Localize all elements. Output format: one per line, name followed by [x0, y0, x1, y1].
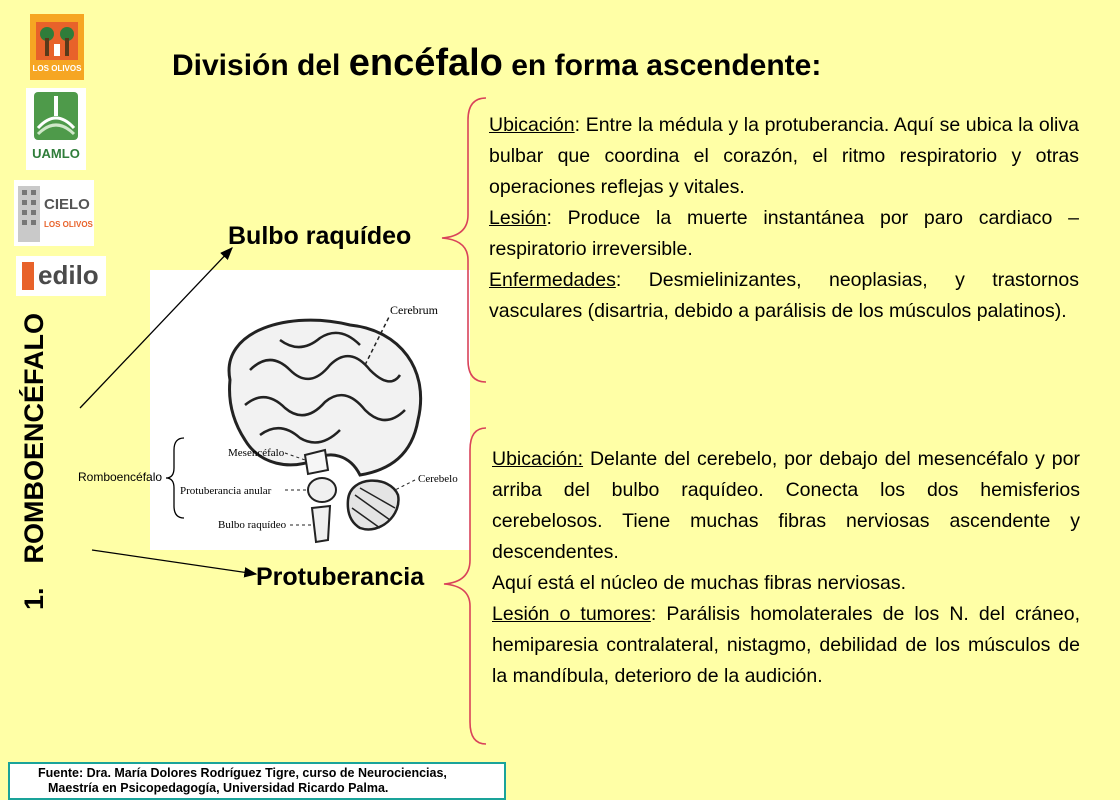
bulbo-enfermedades [489, 265, 1079, 327]
cerebelo-label: Cerebelo [418, 473, 458, 485]
protuberancia-ubicacion-text: Delante del cerebelo, por debajo del mesencéfalo y por arriba del bulbo raquídeo. Conecta los dos hemisferios cerebelosos. Tiene muchas fibras nerviosas ascendente y descendentes. [492, 448, 1080, 563]
cielo-sub-label: LOS OLIVOS [44, 220, 93, 229]
protuberancia-anular-label: Protuberancia anular [180, 485, 272, 497]
protuberancia-nucleo: Aquí está el núcleo de muchas fibras nerviosas. [492, 572, 907, 594]
bulbo-description [489, 110, 1079, 327]
protuberancia-description [492, 444, 1080, 692]
arrow-to-bulbo [80, 248, 232, 408]
uamlo-label: UAMLO [32, 146, 80, 161]
title-suffix: en forma ascendente: [511, 49, 822, 82]
bulbo-lesion [489, 203, 1079, 265]
protuberancia-brace [444, 428, 486, 744]
bulbo-lesion-label: Lesión [489, 207, 547, 229]
bulbo-label: Bulbo raquídeo [228, 222, 412, 250]
los-olivos-label: LOS OLIVOS [32, 64, 82, 73]
protuberancia-label: Protuberancia [256, 563, 425, 591]
arrow-to-protuberancia [92, 550, 256, 574]
mesencefalo-label: Mesencéfalo [228, 447, 285, 459]
footer-line-2: Maestría en Psicopedagogía, Universidad Ricardo Palma. [48, 781, 389, 795]
title-emphasis: encéfalo [348, 42, 503, 84]
protuberancia-ubicacion-label: Ubicación: [492, 448, 584, 470]
bulbo-ubicacion-label: Ubicación [489, 114, 575, 136]
bulbo-ubicacion [489, 110, 1079, 203]
protuberancia-lesion [492, 599, 1080, 692]
bulbo-ubicacion-text: : Entre la médula y la protuberancia. Aquí se ubica la oliva bulbar que coordina el corazón, el ritmo respiratorio y otras operaciones reflejas y vitales. [489, 114, 1079, 198]
source-footer [8, 762, 506, 800]
bulbo-enfermedades-text: : Desmielinizantes, neoplasias, y trastornos vasculares (disartria, debido a parálisis de los músculos palatinos). [489, 269, 1079, 322]
bulbo-enfermedades-label: Enfermedades [489, 269, 616, 291]
protuberancia-lesion-text: : Parálisis homolaterales de los N. del cráneo, hemiparesia contralateral, nistagmo, debilidad de los músculos de la mandíbula, deterioro de la audición. [492, 603, 1080, 687]
romboencefalo-tag: Romboencéfalo [78, 470, 163, 484]
title-prefix: División del [172, 49, 341, 82]
bulbo-brace [442, 98, 486, 382]
footer-line-1: Fuente: Dra. María Dolores Rodríguez Tigre, curso de Neurociencias, [38, 766, 447, 780]
bulbo-lesion-text: : Produce la muerte instantánea por paro cardiaco – respiratorio irreversible. [489, 207, 1079, 260]
cielo-label: CIELO [44, 196, 90, 213]
protuberancia-lesion-label: Lesión o tumores [492, 603, 651, 625]
section-name: ROMBOENCÉFALO [19, 312, 49, 564]
section-number: 1. [19, 587, 49, 610]
bulbo-raquideo-diagram-label: Bulbo raquídeo [218, 519, 287, 531]
protuberancia-ubicacion [492, 444, 1080, 568]
cerebrum-label: Cerebrum [390, 303, 438, 317]
edilo-label: edilo [38, 260, 99, 290]
